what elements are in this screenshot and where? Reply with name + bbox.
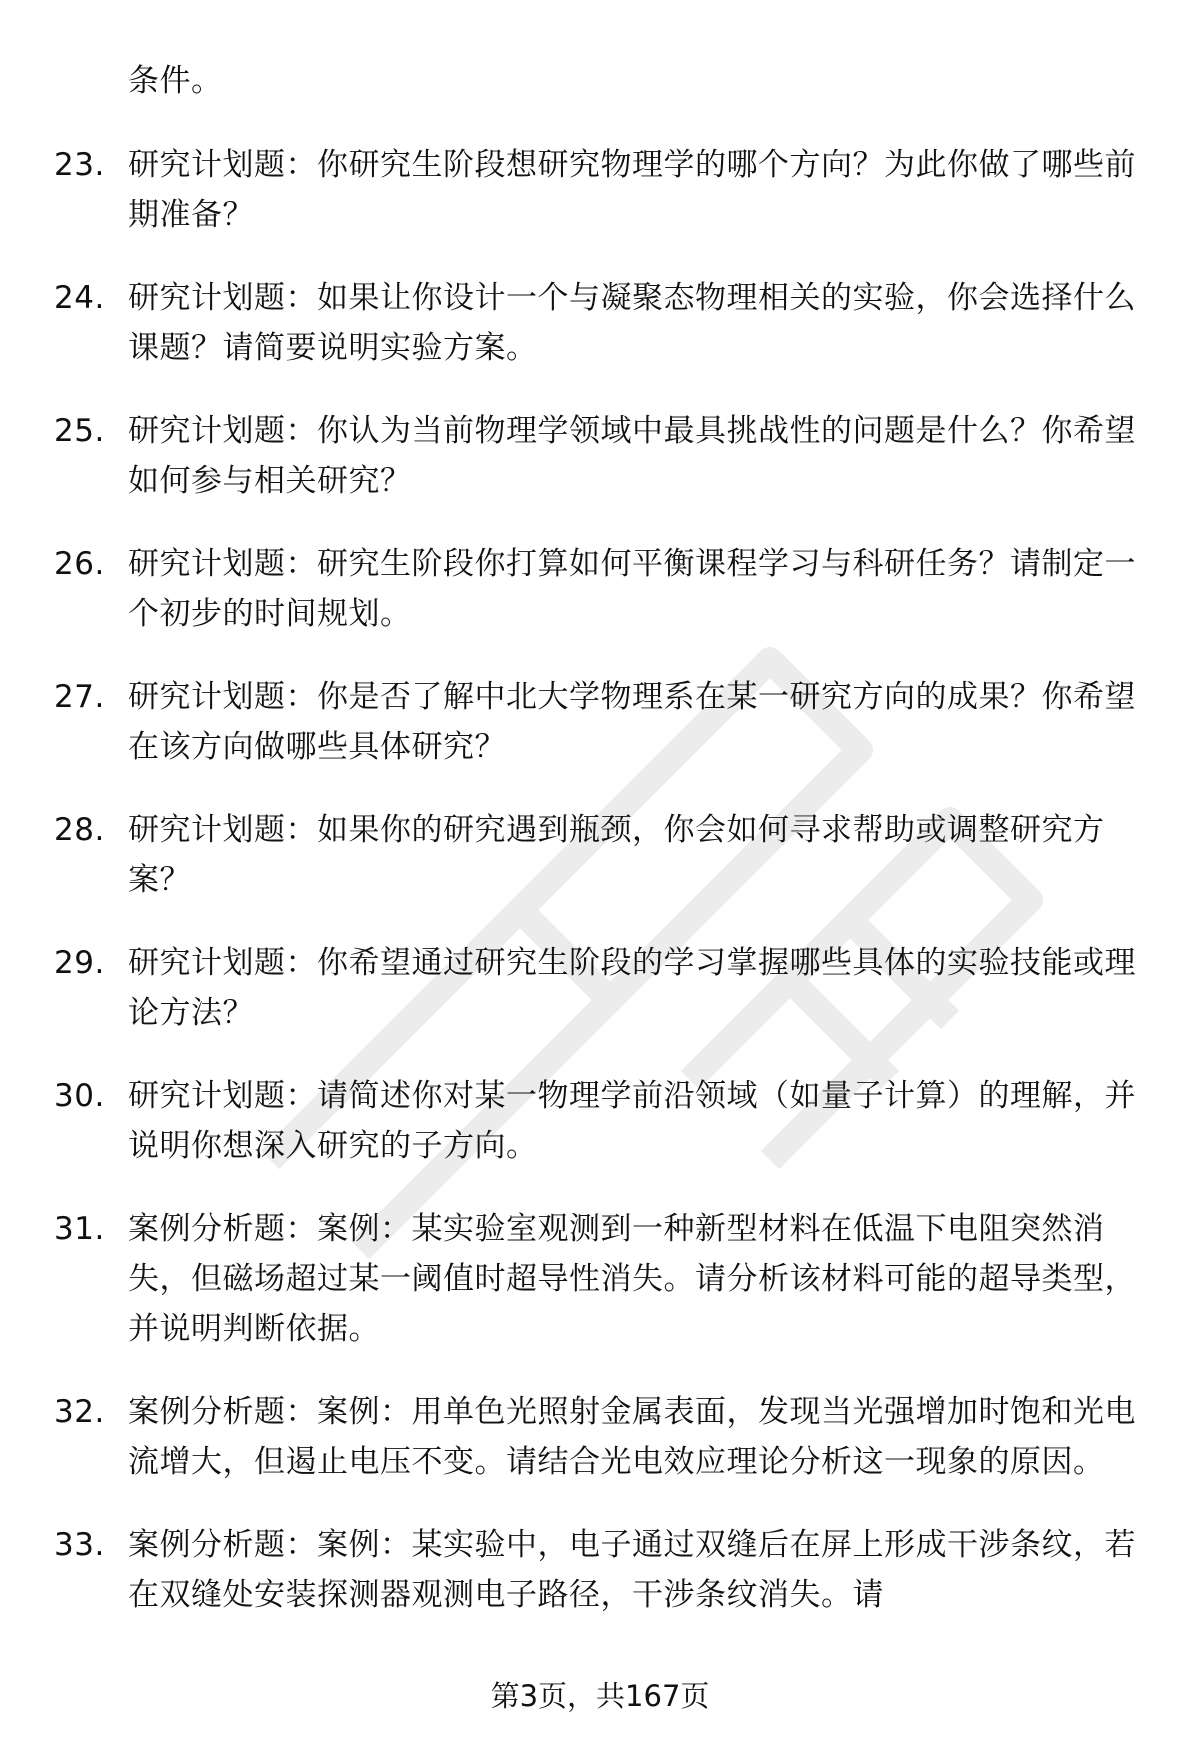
question-text: 研究计划题：你是否了解中北大学物理系在某一研究方向的成果？你希望在该方向做哪些具体研究？ — [128, 679, 1136, 765]
question-item — [0, 140, 1200, 240]
question-item — [0, 406, 1200, 506]
question-text: 案例分析题：案例：某实验室观测到一种新型材料在低温下电阻突然消失，但磁场超过某一阈值时超导性消失。请分析该材料可能的超导类型，并说明判断依据。 — [128, 1211, 1136, 1347]
question-number: 25. — [54, 413, 105, 449]
page-number-footer: 第3页，共167页 — [490, 1679, 710, 1713]
question-text: 研究计划题：你认为当前物理学领域中最具挑战性的问题是什么？你希望如何参与相关研究？ — [128, 413, 1136, 499]
question-number: 23. — [54, 147, 105, 183]
continued-text-line: 条件。 — [128, 63, 223, 99]
question-item — [0, 805, 1200, 905]
question-item — [0, 539, 1200, 639]
question-text: 案例分析题：案例：用单色光照射金属表面，发现当光强增加时饱和光电流增大，但遏止电压不变。请结合光电效应理论分析这一现象的原因。 — [128, 1394, 1136, 1480]
question-text: 研究计划题：如果你的研究遇到瓶颈，你会如何寻求帮助或调整研究方案？ — [128, 812, 1105, 898]
question-number: 31. — [54, 1211, 105, 1247]
question-list — [0, 140, 1200, 1653]
question-item — [0, 672, 1200, 772]
question-item — [0, 273, 1200, 373]
question-item — [0, 1520, 1200, 1620]
question-text: 研究计划题：你研究生阶段想研究物理学的哪个方向？为此你做了哪些前期准备？ — [128, 147, 1136, 233]
question-text: 案例分析题：案例：某实验中，电子通过双缝后在屏上形成干涉条纹，若在双缝处安装探测器观测电子路径，干涉条纹消失。请 — [128, 1527, 1136, 1613]
question-item — [0, 1387, 1200, 1487]
question-number: 33. — [54, 1527, 105, 1563]
question-text: 研究计划题：研究生阶段你打算如何平衡课程学习与科研任务？请制定一个初步的时间规划。 — [128, 546, 1136, 632]
question-text: 研究计划题：如果让你设计一个与凝聚态物理相关的实验，你会选择什么课题？请简要说明实验方案。 — [128, 280, 1136, 366]
question-item — [0, 1071, 1200, 1171]
question-number: 24. — [54, 280, 105, 316]
question-number: 29. — [54, 945, 105, 981]
question-text: 研究计划题：请简述你对某一物理学前沿领域（如量子计算）的理解，并说明你想深入研究的子方向。 — [128, 1078, 1136, 1164]
question-text: 研究计划题：你希望通过研究生阶段的学习掌握哪些具体的实验技能或理论方法？ — [128, 945, 1136, 1031]
question-number: 26. — [54, 546, 105, 582]
question-number: 30. — [54, 1078, 105, 1114]
question-number: 27. — [54, 679, 105, 715]
question-number: 32. — [54, 1394, 105, 1430]
question-number: 28. — [54, 812, 105, 848]
question-item — [0, 1204, 1200, 1354]
question-item — [0, 938, 1200, 1038]
